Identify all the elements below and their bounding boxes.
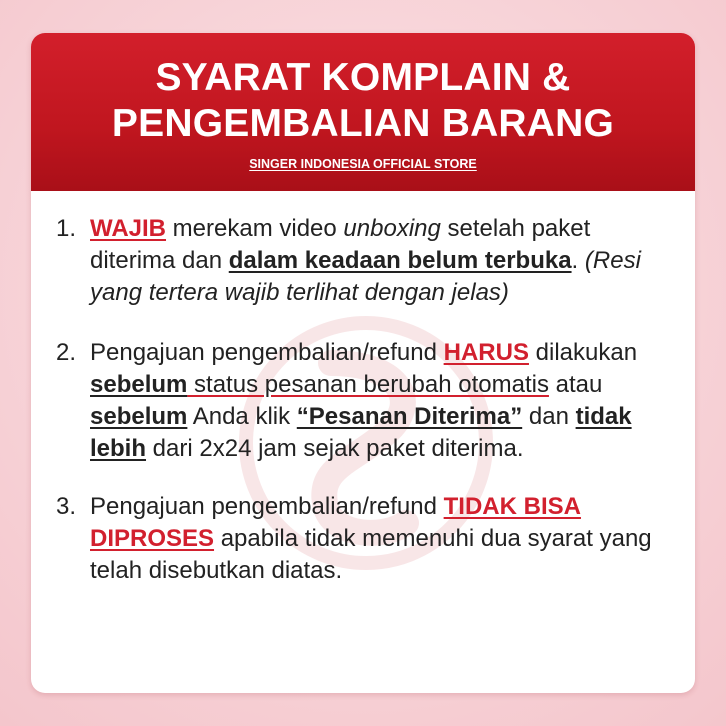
text-run: .	[571, 247, 585, 274]
title-line-2: PENGEMBALIAN BARANG	[111, 102, 615, 145]
item-text	[90, 491, 681, 587]
text-run: apabila tidak memenuhi dua syarat yang telah disebutkan diatas.	[90, 525, 652, 584]
item-number: 3.	[56, 493, 77, 520]
text-run-italic: unboxing	[343, 215, 441, 242]
store-subtitle: SINGER INDONESIA OFFICIAL STORE	[249, 157, 477, 171]
text-run: merekam video	[166, 215, 344, 242]
emphasis-bold: dalam keadaan belum terbuka	[228, 247, 572, 274]
header-banner	[31, 33, 695, 191]
text-run: setelah paket diterima dan	[90, 215, 591, 274]
text-run: dari 2x24 jam sejak paket diterima.	[146, 435, 524, 462]
emphasis-red: HARUS	[443, 339, 529, 366]
text-run: dilakukan	[528, 339, 638, 366]
title-line-1: SYARAT KOMPLAIN &	[155, 56, 571, 99]
item-number: 1.	[56, 215, 77, 242]
page-title	[31, 55, 695, 147]
list-item	[56, 491, 681, 587]
note-italic: (Resi yang tertera wajib terlihat dengan jelas)	[90, 247, 641, 306]
text-run: atau	[548, 371, 603, 398]
list-item	[56, 213, 681, 309]
emphasis-bold: sebelum	[90, 371, 188, 398]
item-number: 2.	[56, 339, 77, 366]
item-text	[90, 213, 681, 309]
terms-list	[56, 213, 681, 587]
emphasis-red: TIDAK BISA DIPROSES	[90, 493, 581, 552]
text-run: Pengajuan pengembalian/refund	[90, 339, 444, 366]
emphasis-bold: “Pesanan Diterima”	[296, 403, 523, 430]
item-text	[90, 337, 681, 465]
text-run: Pengajuan pengembalian/refund	[90, 493, 444, 520]
text-run: Anda klik	[187, 403, 297, 430]
emphasis-red: WAJIB	[90, 215, 167, 242]
emphasis-bold: tidak lebih	[90, 403, 632, 462]
text-run: dan	[522, 403, 576, 430]
text-run-underlined: status pesanan berubah otomatis	[187, 371, 549, 398]
terms-card	[31, 33, 695, 693]
emphasis-bold: sebelum	[90, 403, 188, 430]
list-item	[56, 337, 681, 465]
